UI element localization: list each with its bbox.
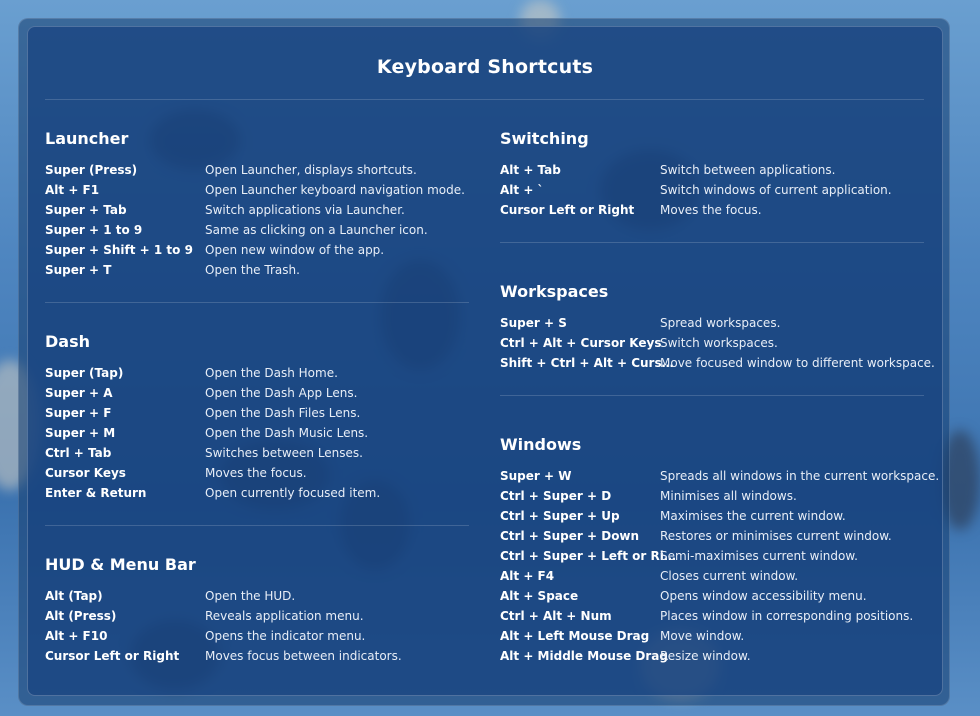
shortcut-row: [45, 483, 465, 503]
shortcut-description: Moves the focus.: [205, 466, 307, 480]
shortcut-row: [45, 383, 465, 403]
shortcut-row: [45, 160, 465, 180]
shortcut-row: [45, 463, 465, 483]
section-divider: [45, 302, 469, 303]
shortcut-row: [500, 646, 930, 666]
shortcut-description: Switches between Lenses.: [205, 446, 363, 460]
shortcut-row: [500, 353, 935, 373]
shortcut-description: Switch between applications.: [660, 163, 836, 177]
shortcut-row: [500, 506, 930, 526]
shortcut-description: Same as clicking on a Launcher icon.: [205, 223, 428, 237]
section-title-dash: Dash: [45, 332, 90, 351]
shortcut-description: Switch workspaces.: [660, 336, 778, 350]
shortcut-keys: Alt (Tap): [45, 589, 103, 603]
overlay-title: Keyboard Shortcuts: [376, 56, 594, 78]
shortcut-description: Open currently focused item.: [205, 486, 381, 500]
shortcut-row: [500, 546, 930, 566]
shortcut-row: [45, 403, 465, 423]
shortcut-description: Open Launcher keyboard navigation mode.: [205, 183, 465, 197]
shortcut-row: [500, 180, 930, 200]
shortcut-row: [45, 423, 465, 443]
shortcut-row: [45, 646, 465, 666]
shortcut-keys: Super + A: [45, 386, 113, 400]
shortcut-keys: Super + M: [45, 426, 116, 440]
shortcut-row: [500, 486, 930, 506]
shortcut-description: Switch windows of current application.: [660, 183, 892, 197]
shortcut-description: Restores or minimises current window.: [660, 529, 892, 543]
shortcut-keys: Super + W: [500, 469, 572, 483]
shortcut-keys: Super + Shift + 1 to 9: [45, 243, 193, 257]
shortcut-keys: Cursor Left or Right: [45, 649, 180, 663]
shortcut-description: Moves focus between indicators.: [205, 649, 402, 663]
shortcut-description: Open the Dash Music Lens.: [205, 426, 369, 440]
section-launcher: [45, 128, 465, 280]
shortcut-keys: Super + 1 to 9: [45, 223, 143, 237]
shortcut-keys: Cursor Left or Right: [500, 203, 635, 217]
shortcut-keys: Alt + F4: [500, 569, 555, 583]
shortcut-row: [45, 443, 465, 463]
shortcut-keys: Enter & Return: [45, 486, 147, 500]
section-title-switching: Switching: [500, 129, 589, 148]
shortcut-row: [500, 586, 930, 606]
shortcut-description: Spread workspaces.: [660, 316, 781, 330]
shortcut-description: Switch applications via Launcher.: [205, 203, 405, 217]
shortcut-row: [45, 626, 465, 646]
shortcut-keys: Alt + F1: [45, 183, 100, 197]
shortcut-keys: Ctrl + Alt + Num: [500, 609, 612, 623]
section-hud-menu-bar: [45, 554, 465, 666]
section-title-windows: Windows: [500, 435, 582, 454]
shortcut-keys: Ctrl + Alt + Cursor Keys: [500, 336, 662, 350]
section-divider: [45, 525, 469, 526]
shortcut-row: [45, 180, 465, 200]
shortcut-keys: Alt + Middle Mouse Drag: [500, 649, 668, 663]
shortcut-keys: Super + Tab: [45, 203, 127, 217]
shortcut-keys: Ctrl + Tab: [45, 446, 112, 460]
shortcut-keys: Super + T: [45, 263, 112, 277]
shortcut-keys: Alt + F10: [45, 629, 108, 643]
shortcut-keys: Super + S: [500, 316, 567, 330]
shortcut-keys: Ctrl + Super + Down: [500, 529, 640, 543]
shortcut-keys: Alt + Tab: [500, 163, 561, 177]
shortcut-row: [500, 333, 930, 353]
section-windows: [500, 434, 940, 666]
shortcut-keys: Alt + Left Mouse Drag: [500, 629, 650, 643]
shortcut-keys: Shift + Ctrl + Alt + Curs…: [500, 356, 674, 370]
shortcut-keys: Ctrl + Super + Left or Ri…: [500, 549, 676, 563]
section-divider: [500, 242, 924, 243]
shortcut-keys: Alt + Space: [500, 589, 579, 603]
shortcut-description: Resize window.: [660, 649, 751, 663]
shortcut-row: [500, 200, 930, 220]
shortcut-description: Spreads all windows in the current workspace.: [660, 469, 940, 483]
shortcut-keys: Ctrl + Super + D: [500, 489, 612, 503]
shortcut-description: Closes current window.: [660, 569, 799, 583]
shortcut-description: Open the Trash.: [205, 263, 300, 277]
shortcut-keys: Alt (Press): [45, 609, 117, 623]
shortcut-description: Moves the focus.: [660, 203, 762, 217]
shortcut-description: Minimises all windows.: [660, 489, 797, 503]
shortcut-row: [500, 566, 930, 586]
shortcut-keys: Super (Press): [45, 163, 138, 177]
section-title-hud: HUD & Menu Bar: [45, 555, 196, 574]
shortcut-row: [500, 466, 940, 486]
shortcut-description: Move focused window to different workspace.: [660, 356, 935, 370]
shortcut-description: Reveals application menu.: [205, 609, 364, 623]
shortcut-description: Places window in corresponding positions.: [660, 609, 914, 623]
section-divider: [500, 395, 924, 396]
shortcut-row: [500, 526, 930, 546]
shortcut-keys: Alt + `: [500, 183, 544, 197]
shortcut-description: Open the Dash Files Lens.: [205, 406, 361, 420]
shortcut-row: [500, 160, 930, 180]
shortcut-keys: Super + F: [45, 406, 112, 420]
shortcut-row: [45, 363, 465, 383]
shortcut-keys: Super (Tap): [45, 366, 124, 380]
section-title-launcher: Launcher: [45, 129, 129, 148]
shortcut-row: [500, 606, 930, 626]
shortcut-description: Move window.: [660, 629, 745, 643]
shortcut-description: Open Launcher, displays shortcuts.: [205, 163, 417, 177]
shortcut-row: [45, 200, 465, 220]
shortcut-row: [500, 626, 930, 646]
shortcut-description: Open the Dash Home.: [205, 366, 338, 380]
shortcut-keys: Ctrl + Super + Up: [500, 509, 620, 523]
shortcut-row: [500, 313, 930, 333]
shortcut-row: [45, 240, 465, 260]
shortcut-description: Open the HUD.: [205, 589, 296, 603]
shortcut-row: [45, 586, 465, 606]
shortcut-description: Semi-maximises current window.: [660, 549, 858, 563]
shortcut-description: Opens window accessibility menu.: [660, 589, 867, 603]
section-title-workspaces: Workspaces: [500, 282, 609, 301]
shortcut-description: Open the Dash App Lens.: [205, 386, 358, 400]
shortcut-keys: Cursor Keys: [45, 466, 126, 480]
shortcut-row: [45, 220, 465, 240]
shortcut-description: Opens the indicator menu.: [205, 629, 366, 643]
title-divider: [45, 99, 924, 100]
shortcut-description: Maximises the current window.: [660, 509, 846, 523]
section-dash: [45, 331, 465, 503]
shortcut-description: Open new window of the app.: [205, 243, 385, 257]
shortcut-row: [45, 606, 465, 626]
section-workspaces: [500, 281, 935, 373]
shortcut-row: [45, 260, 465, 280]
section-switching: [500, 128, 930, 220]
